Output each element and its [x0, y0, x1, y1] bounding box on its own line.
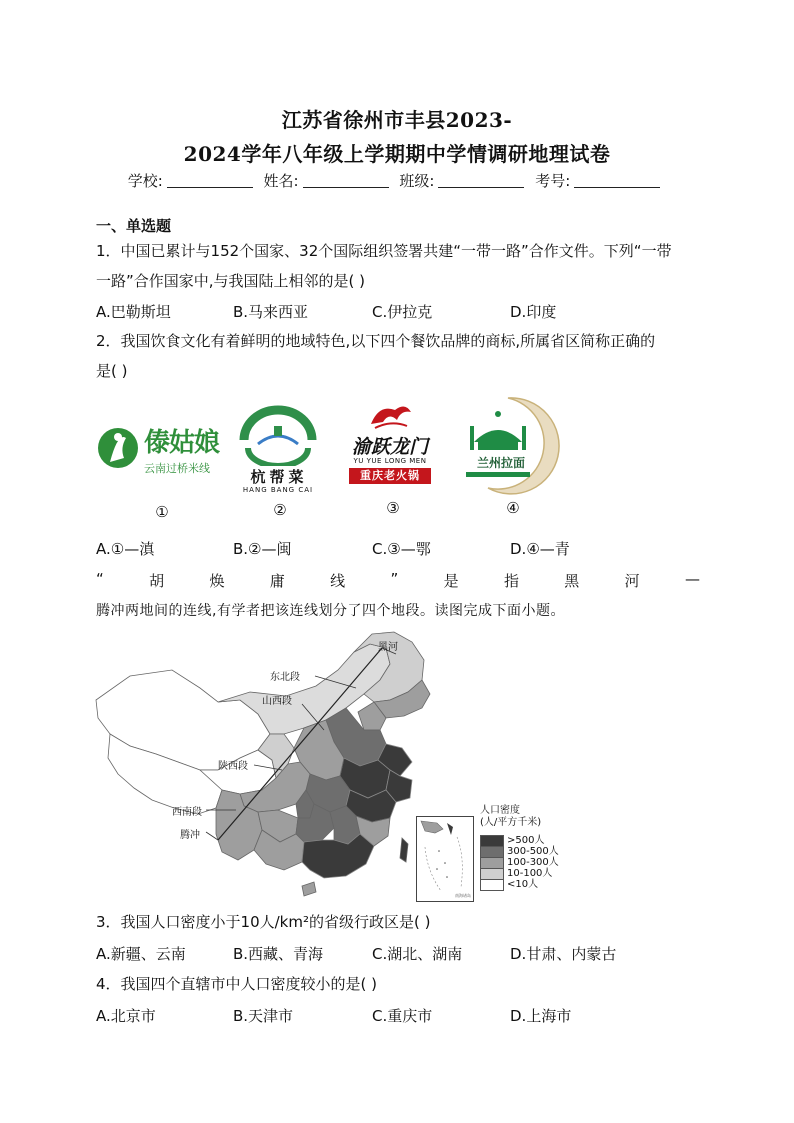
exam-no-blank: [574, 173, 660, 188]
logo-3-sub: YU YUE LONG MEN: [353, 457, 427, 465]
logo-2-hangbangcai: [236, 404, 320, 496]
q4-option-d: D.上海市: [510, 1007, 572, 1025]
logo-4-crescent-mosque-icon: [458, 396, 562, 496]
q3-option-d: D.甘肃、内蒙古: [510, 945, 617, 963]
legend-item: [480, 846, 559, 857]
logo-4-lanzhoulamian: [458, 396, 562, 496]
map-label-dongbei: 东北段: [270, 672, 300, 683]
q2-option-d: D.④—青: [510, 540, 570, 558]
question-2: [96, 326, 706, 386]
q2-option-b: B.②—闽: [233, 540, 292, 558]
south-china-sea-inset: [416, 816, 474, 902]
intro-char: 线: [330, 572, 346, 590]
map-label-tengchong: 腾冲: [180, 830, 200, 841]
logo-3-number: ③: [386, 499, 400, 517]
name-blank: [303, 173, 389, 188]
q4-option-b: B.天津市: [233, 1007, 294, 1025]
question-1-line1: 1．中国已累计与152个国家、32个国际组织签署共建“一带一路”合作文件。下列“一带: [96, 242, 672, 260]
q4-option-a: A.北京市: [96, 1007, 156, 1025]
logo-2-emblem: [236, 404, 320, 466]
exam-title-line2: 2024学年八年级上学期期中学情调研地理试卷: [183, 142, 611, 166]
exam-title-line1: 江苏省徐州市丰县2023-: [281, 108, 513, 132]
intro-char: —: [684, 570, 700, 588]
legend-label: 300-500人: [507, 845, 559, 857]
q1-option-b: B.马来西亚: [233, 303, 309, 321]
q1-option-d: D.印度: [510, 303, 557, 321]
question-2-line1: 2．我国饮食文化有着鲜明的地域特色,以下四个餐饮品牌的商标,所属省区简称正确的: [96, 332, 656, 350]
legend-item: [480, 835, 559, 846]
map-label-shanxi: 山西段: [262, 696, 292, 707]
map-label-heihe: 黑河: [378, 642, 398, 653]
intro-char: 庸: [269, 572, 285, 590]
school-blank: [167, 173, 253, 188]
class-blank: [438, 173, 524, 188]
logo-2-brand: 杭帮菜: [250, 468, 308, 486]
logo-2-sub: HANG BANG CAI: [242, 486, 314, 494]
exam-no-label: 考号:: [535, 172, 571, 190]
q4-option-c: C.重庆市: [372, 1007, 433, 1025]
legend-label: <10人: [507, 878, 539, 890]
legend-item: [480, 868, 559, 879]
question-4: 4．我国四个直辖市中人口密度较小的是( ): [96, 975, 378, 993]
intro-char: 是: [443, 572, 459, 590]
legend-title-2: (人/平方千米): [480, 817, 542, 828]
q1-option-a: A.巴勒斯坦: [96, 303, 171, 321]
logo-1-daiguniang: [96, 418, 228, 484]
question-3: 3．我国人口密度小于10人/km²的省级行政区是( ): [96, 913, 431, 931]
q1-option-c: C.伊拉克: [372, 303, 433, 321]
question-2-line2: 是( ): [96, 362, 128, 380]
intro-line2: 腾冲两地间的连线,有学者把该连线划分了四个地段。读图完成下面小题。: [96, 603, 565, 619]
school-label: 学校:: [127, 172, 163, 190]
logo-3-dragon-icon: [345, 398, 435, 432]
intro-char: 指: [503, 572, 519, 590]
q3-option-c: C.湖北、湖南: [372, 945, 463, 963]
q2-option-c: C.③—鄂: [372, 540, 431, 558]
intro-char: 黑: [564, 572, 580, 590]
student-info-row: [0, 170, 794, 191]
intro-char: “: [96, 570, 104, 588]
logo-3-sub2: 重庆老火锅: [349, 468, 431, 484]
legend-title-1: 人口密度: [480, 805, 520, 816]
logo-1-brand: 傣姑娘: [144, 428, 220, 458]
q2-option-a: A.①—滇: [96, 540, 155, 558]
legend-label: >500人: [507, 834, 545, 846]
legend-item: [480, 879, 559, 890]
logo-3-brand: 渝跃龙门: [351, 436, 428, 458]
q3-option-a: A.新疆、云南: [96, 945, 186, 963]
question-1: [96, 236, 706, 296]
logo-2-number: ②: [273, 501, 287, 519]
logo-3-yuyuelongmen: [345, 398, 435, 490]
map-label-shaanxi: 陕西段: [218, 761, 248, 772]
name-label: 姓名:: [263, 172, 299, 190]
section-title: 一、单选题: [96, 217, 172, 235]
legend-swatch: [480, 879, 504, 891]
question-1-line2: 一路”合作国家中,与我国陆上相邻的是( ): [96, 272, 366, 290]
legend-label: 100-300人: [507, 856, 559, 868]
logo-1-sub: 云南过桥米线: [144, 462, 210, 475]
inset-map-svg: [417, 817, 473, 901]
intro-char: 焕: [209, 572, 225, 590]
map-label-xinan: 西南段: [172, 807, 202, 818]
legend-label: 10-100人: [507, 867, 553, 879]
intro-char: 河: [624, 572, 640, 590]
logo-4-brand: 兰州拉面: [476, 456, 525, 470]
legend: [480, 805, 559, 890]
inset-label: 南海诸岛: [455, 893, 471, 898]
intro-char: ”: [390, 570, 399, 588]
logo-1-number: ①: [155, 503, 169, 521]
intro-char: 胡: [149, 572, 165, 590]
logo-4-number: ④: [506, 499, 520, 517]
class-label: 班级:: [399, 172, 435, 190]
legend-item: [480, 857, 559, 868]
q3-option-b: B.西藏、青海: [233, 945, 324, 963]
intro-line1: [96, 570, 700, 591]
